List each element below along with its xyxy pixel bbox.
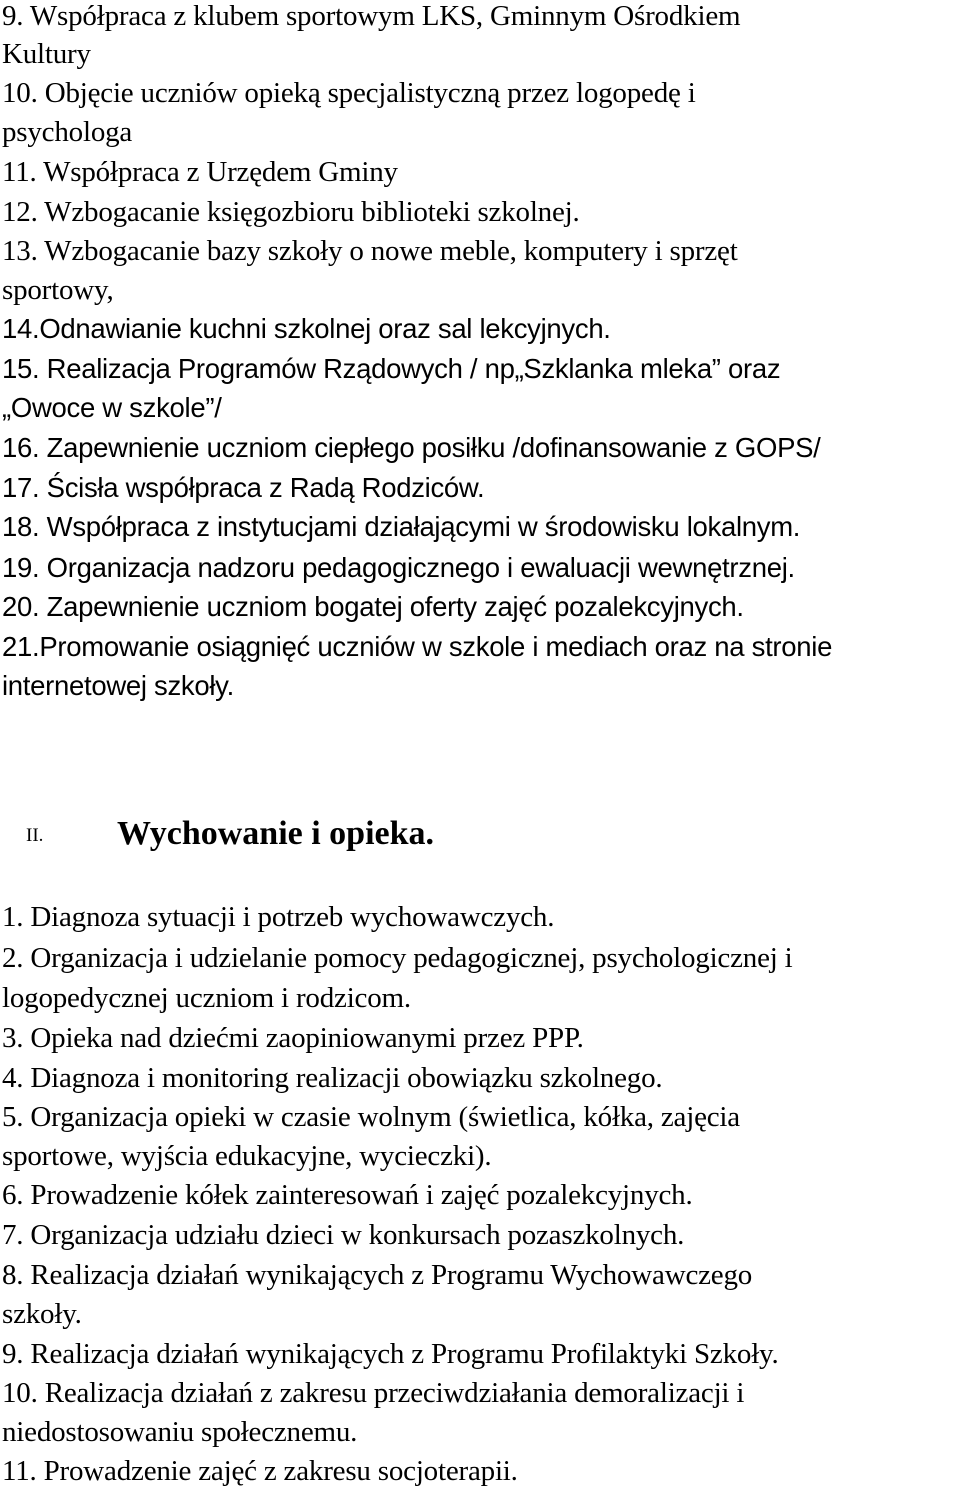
list-line: 17. Ścisła współpraca z Radą Rodziców. [2,472,485,503]
list-line: 9. Współpraca z klubem sportowym LKS, Gminnym Ośrodkiem [2,0,741,32]
list-line: 15. Realizacja Programów Rządowych / np„Szklanka mleka” oraz [2,353,781,384]
list-line: internetowej szkoły. [2,670,234,701]
list-line: 3. Opieka nad dziećmi zaopiniowanymi przez PPP. [2,1022,584,1054]
list-line: 19. Organizacja nadzoru pedagogicznego i ewaluacji wewnętrznej. [2,552,795,583]
list-line: 5. Organizacja opieki w czasie wolnym (świetlica, kółka, zajęcia [2,1101,740,1133]
list-line: 12. Wzbogacanie księgozbioru biblioteki szkolnej. [2,196,580,228]
list-line: 10. Realizacja działań z zakresu przeciwdziałania demoralizacji i [2,1377,745,1409]
list-line: 13. Wzbogacanie bazy szkoły o nowe meble, komputery i sprzęt [2,235,738,267]
list-line: 11. Współpraca z Urzędem Gminy [2,156,398,188]
list-line: 11. Prowadzenie zajęć z zakresu socjoterapii. [2,1455,518,1487]
section-title: Wychowanie i opieka. [117,815,435,852]
list-line: 4. Diagnoza i monitoring realizacji obowiązku szkolnego. [2,1062,663,1094]
list-line: psychologa [2,116,133,148]
list-line: 14.Odnawianie kuchni szkolnej oraz sal lekcyjnych. [2,313,611,344]
list-line: 8. Realizacja działań wynikających z Programu Wychowawczego [2,1259,753,1291]
list-line: 9. Realizacja działań wynikających z Programu Profilaktyki Szkoły. [2,1338,779,1370]
list-line: logopedycznej uczniom i rodzicom. [2,982,411,1014]
section-number: II. [26,825,44,846]
list-line: szkoły. [2,1298,82,1330]
list-line: sportowy, [2,274,114,306]
list-line: 1. Diagnoza sytuacji i potrzeb wychowawczych. [2,901,555,933]
list-line: niedostosowaniu społecznemu. [2,1416,358,1448]
list-line: sportowe, wyjścia edukacyjne, wycieczki). [2,1140,492,1172]
list-line: 6. Prowadzenie kółek zainteresowań i zajęć pozalekcyjnych. [2,1179,693,1211]
list-line: 21.Promowanie osiągnięć uczniów w szkole i mediach oraz na stronie [2,631,833,662]
list-line: 10. Objęcie uczniów opieką specjalistyczną przez logopedę i [2,77,696,109]
list-line: Kultury [2,38,91,70]
list-line: „Owoce w szkole”/ [2,392,222,423]
list-line: 2. Organizacja i udzielanie pomocy pedagogicznej, psychologicznej i [2,942,793,974]
list-line: 18. Współpraca z instytucjami działającymi w środowisku lokalnym. [2,511,801,542]
list-line: 16. Zapewnienie uczniom ciepłego posiłku /dofinansowanie z GOPS/ [2,432,821,463]
list-line: 20. Zapewnienie uczniom bogatej oferty zajęć pozalekcyjnych. [2,591,744,622]
list-line: 7. Organizacja udziału dzieci w konkursach pozaszkolnych. [2,1219,685,1251]
